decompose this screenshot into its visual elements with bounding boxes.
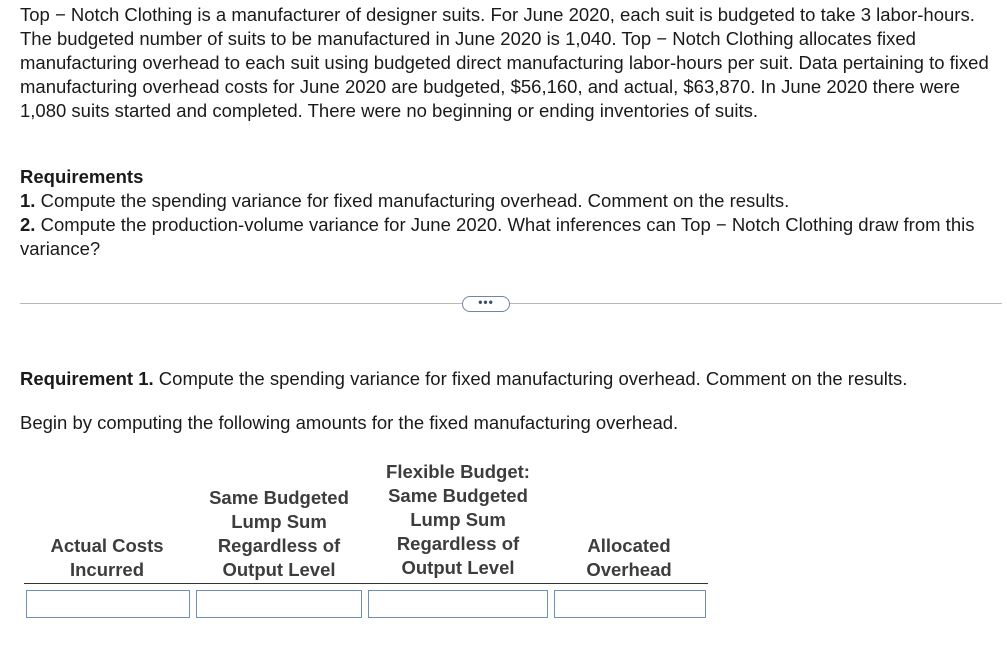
table-header-rule — [24, 583, 708, 584]
requirement-item-1 — [20, 189, 1000, 213]
header-line: Same Budgeted — [209, 487, 349, 508]
header-line: Same Budgeted — [388, 485, 528, 506]
requirement-number: 2. — [20, 214, 36, 235]
flexible-budget-input[interactable] — [368, 590, 548, 618]
requirements-heading: Requirements — [20, 166, 144, 187]
header-line: Regardless of — [217, 535, 341, 556]
expand-more-button[interactable]: ••• — [462, 296, 510, 312]
header-line: Regardless of — [396, 533, 520, 554]
column-header-same-budgeted — [196, 486, 362, 582]
header-line: Lump Sum — [231, 511, 327, 532]
header-line: Incurred — [69, 559, 145, 580]
header-line: Output Level — [222, 559, 336, 580]
requirement-number: 1. — [20, 190, 36, 211]
header-line: Allocated — [587, 535, 671, 556]
header-line: Overhead — [586, 559, 672, 580]
column-header-allocated-overhead — [554, 534, 704, 582]
header-line: Lump Sum — [410, 509, 506, 530]
problem-description: Top − Notch Clothing is a manufacturer of designer suits. For June 2020, each suit is budgeted to take 3 labor-hours. The budgeted number of suits to be manufactured in June 2020 is 1,040. Top − Notch Clothing allocates fixed manufacturing overhead to each suit using budgeted direct manufacturing labor-hours per suit. Data pertaining to fixed manufacturing overhead costs for June 2020 are budgeted, $56,160, and actual, $63,870. In June 2020 there were 1,080 suits started and completed. There were no beginning or ending inventories of suits. — [20, 4, 989, 121]
requirement-text: Compute the production-volume variance for June 2020. What inferences can Top − Notch Clothing draw from this variance? — [20, 214, 975, 259]
requirement-text: Compute the spending variance for fixed manufacturing overhead. Comment on the results. — [40, 190, 790, 211]
instruction-text: Begin by computing the following amounts for the fixed manufacturing overhead. — [20, 412, 679, 433]
header-line: Output Level — [401, 557, 515, 578]
requirement-item-2 — [20, 213, 1000, 261]
column-header-actual-costs — [26, 534, 188, 582]
header-line: Actual Costs — [50, 535, 164, 556]
same-budgeted-input[interactable] — [196, 590, 362, 618]
section-divider — [20, 303, 1002, 304]
actual-costs-input[interactable] — [26, 590, 190, 618]
requirement-1-label: Requirement 1. — [20, 368, 154, 389]
allocated-overhead-input[interactable] — [554, 590, 706, 618]
requirement-1-prompt — [20, 368, 907, 390]
header-line: Flexible Budget: — [386, 461, 530, 482]
requirement-1-text: Compute the spending variance for fixed manufacturing overhead. Comment on the results. — [158, 368, 908, 389]
column-header-flexible-budget — [370, 460, 546, 580]
